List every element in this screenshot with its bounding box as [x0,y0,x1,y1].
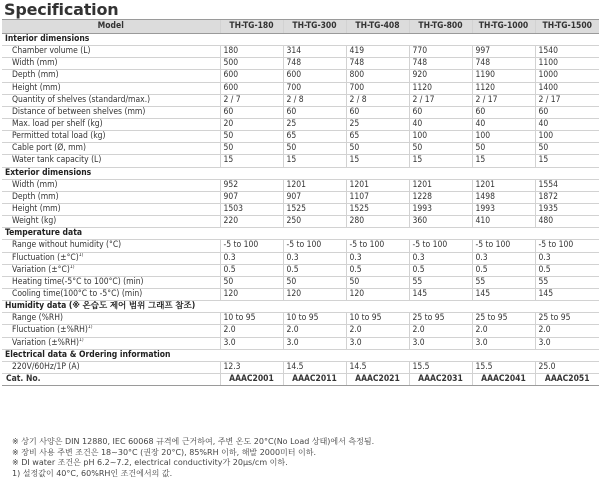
spec-value: 1935 [535,203,599,215]
spec-value: 2 / 7 [220,94,283,106]
spec-value: 748 [346,58,409,70]
spec-value: 0.3 [535,252,599,264]
table-row [2,216,599,228]
spec-value: 952 [220,179,283,191]
spec-value: 3.0 [472,337,535,349]
spec-value: 120 [283,288,346,300]
spec-value: 907 [283,191,346,203]
spec-value: 10 to 95 [220,313,283,325]
spec-value: 100 [472,131,535,143]
row-label-text: Distance of between shelves (mm) [12,106,146,117]
spec-value: 419 [346,46,409,58]
spec-value: 25 to 95 [535,313,599,325]
table-row [2,240,599,252]
spec-value: 0.3 [409,252,472,264]
spec-value: 2 / 8 [283,94,346,106]
row-label [2,361,220,373]
spec-value: 1872 [535,191,599,203]
spec-value: 1503 [220,203,283,215]
spec-value: 1190 [472,70,535,82]
spec-value: 1554 [535,179,599,191]
spec-value: 1540 [535,46,599,58]
spec-value: 3.0 [283,337,346,349]
row-label [2,118,220,130]
row-label [2,288,220,300]
spec-value: 2.0 [220,325,283,337]
spec-value: 1400 [535,82,599,94]
spec-value: -5 to 100 [220,240,283,252]
spec-value: 12.3 [220,361,283,373]
spec-value: 920 [409,70,472,82]
model-name: TH-TG-1000 [472,20,535,34]
spec-value: -5 to 100 [472,240,535,252]
spec-value: -5 to 100 [346,240,409,252]
spec-value: 1201 [346,179,409,191]
table-row [2,70,599,82]
row-label [2,70,220,82]
table-row [2,337,599,349]
spec-value: -5 to 100 [535,240,599,252]
table-row [2,82,599,94]
row-label [2,106,220,118]
spec-value: 50 [283,276,346,288]
spec-value: 20 [220,118,283,130]
row-label-text: Cooling time(100°C to -5°C) (min) [12,289,143,300]
spec-value: 15 [472,155,535,167]
spec-value: 2.0 [535,325,599,337]
row-label [2,82,220,94]
spec-value: 55 [472,276,535,288]
table-row [2,264,599,276]
row-label [2,179,220,191]
row-label-text: Cable port (Ø, mm) [12,143,86,154]
spec-value: 0.3 [346,252,409,264]
spec-value: 997 [472,46,535,58]
spec-value: 600 [220,82,283,94]
spec-value: 15 [409,155,472,167]
spec-value: 65 [283,131,346,143]
row-label-text: Width (mm) [12,58,58,69]
spec-value: 14.5 [346,361,409,373]
model-name: TH-TG-300 [283,20,346,34]
row-label [2,143,220,155]
spec-value: 0.5 [220,264,283,276]
spec-value: 15.5 [409,361,472,373]
spec-value: 60 [283,106,346,118]
spec-value: 800 [346,70,409,82]
table-row [2,252,599,264]
spec-value: 1000 [535,70,599,82]
row-label-text: Depth (mm) [12,70,59,81]
footnote-marker: 1) [69,264,75,270]
row-label [2,337,220,349]
row-label-text: Width (mm) [12,179,58,190]
row-label-text: Water tank capacity (L) [12,155,102,166]
catalog-number: AAAC2021 [346,373,409,385]
spec-value: 600 [283,70,346,82]
spec-value: 748 [283,58,346,70]
table-row [2,94,599,106]
footnote-line: ※ 장비 사용 주변 조건은 18~30°C (권장 20°C), 85%RH 이하, 해발 2000미터 이하. [12,447,317,457]
spec-value: 1993 [472,203,535,215]
table-row [2,325,599,337]
spec-value: 1525 [346,203,409,215]
spec-value: 1498 [472,191,535,203]
row-label-text: Height (mm) [12,204,61,215]
spec-value: 2 / 17 [409,94,472,106]
row-label [2,46,220,58]
catalog-number: AAAC2011 [283,373,346,385]
row-label-text: Range (%RH) [12,313,63,324]
row-label-text: Weight (kg) [12,216,57,227]
section-title: Exterior dimensions [2,167,599,179]
spec-value: 3.0 [346,337,409,349]
table-row [2,313,599,325]
table-row [2,143,599,155]
spec-value: 2 / 17 [535,94,599,106]
spec-value: 500 [220,58,283,70]
row-label [2,252,220,264]
row-label [2,94,220,106]
spec-value: 25 [283,118,346,130]
spec-value: 480 [535,216,599,228]
section-header-row [2,167,599,179]
spec-value: 50 [346,276,409,288]
spec-value: 0.5 [283,264,346,276]
model-name: TH-TG-800 [409,20,472,34]
row-label-text: Fluctuation (±°C) [12,252,79,263]
spec-value: 60 [535,106,599,118]
spec-value: 15 [535,155,599,167]
spec-value: 40 [535,118,599,130]
spec-value: 1201 [283,179,346,191]
spec-value: 100 [409,131,472,143]
spec-value: 145 [535,288,599,300]
spec-value: 50 [220,276,283,288]
catalog-row [2,373,599,385]
table-row [2,155,599,167]
footnote-line: ※ DI water 조건은 pH 6.2~7.2, electrical conductivity가 20μs/cm 이하. [12,458,288,467]
row-label [2,313,220,325]
row-label [2,58,220,70]
table-row [2,276,599,288]
spec-value: 3.0 [220,337,283,349]
spec-value: 700 [283,82,346,94]
spec-value: 40 [409,118,472,130]
row-label-text: Heating time(-5°C to 100°C) (min) [12,276,144,287]
footnote-marker: 1) [79,337,84,343]
spec-value: -5 to 100 [283,240,346,252]
row-label [2,216,220,228]
spec-value: 2.0 [283,325,346,337]
spec-value: 15 [346,155,409,167]
spec-value: 180 [220,46,283,58]
catalog-number: AAAC2051 [535,373,599,385]
table-header-row [2,20,599,34]
spec-value: 25 to 95 [472,313,535,325]
spec-value: 50 [346,143,409,155]
table-row [2,118,599,130]
spec-value: 770 [409,46,472,58]
row-label-text: 220V/60Hz/1P (A) [12,361,80,372]
spec-value: 0.3 [472,252,535,264]
row-label-text: Chamber volume (L) [12,46,91,57]
spec-value: 2.0 [409,325,472,337]
row-label-text: Range without humidity (°C) [12,240,122,251]
spec-value: 100 [535,131,599,143]
footnote-line: ※ 상기 사양은 DIN 12880, IEC 60068 규격에 근거하여, 주변 온도 20°C(No Load 상태)에서 측정됨. [12,437,375,446]
spec-value: 60 [409,106,472,118]
spec-value: 3.0 [409,337,472,349]
footnote-line: 1) 설정값이 40°C, 60%RH인 조건에서의 값. [12,468,173,478]
spec-value: 2.0 [346,325,409,337]
table-row [2,58,599,70]
spec-value: 55 [535,276,599,288]
spec-value: 314 [283,46,346,58]
spec-value: 145 [472,288,535,300]
spec-value: 0.5 [472,264,535,276]
spec-value: 25.0 [535,361,599,373]
spec-value: 50 [220,131,283,143]
spec-value: 220 [220,216,283,228]
spec-table [2,19,599,386]
section-header-row [2,228,599,240]
row-label-text: Variation (±%RH) [12,337,79,348]
spec-value: 360 [409,216,472,228]
spec-value: 120 [346,288,409,300]
row-label [2,131,220,143]
section-header-row [2,349,599,361]
spec-value: 0.5 [535,264,599,276]
spec-value: -5 to 100 [409,240,472,252]
model-header: Model [2,20,220,34]
spec-value: 0.3 [220,252,283,264]
row-label [2,240,220,252]
row-label [2,191,220,203]
section-title: Interior dimensions [2,34,599,46]
row-label [2,276,220,288]
spec-value: 280 [346,216,409,228]
model-name: TH-TG-408 [346,20,409,34]
table-row [2,361,599,373]
spec-value: 2.0 [472,325,535,337]
spec-value: 748 [472,58,535,70]
spec-value: 1107 [346,191,409,203]
spec-value: 50 [220,143,283,155]
spec-value: 120 [220,288,283,300]
spec-value: 700 [346,82,409,94]
spec-value: 0.3 [283,252,346,264]
section-title: Humidity data (※ 온습도 제어 범위 그래프 참조) [2,301,599,313]
catalog-label: Cat. No. [2,373,220,385]
row-label-text: Permitted total load (kg) [12,131,106,142]
spec-value: 10 to 95 [346,313,409,325]
spec-value: 907 [220,191,283,203]
spec-value: 600 [220,70,283,82]
table-row [2,288,599,300]
spec-value: 25 [346,118,409,130]
row-label-text: Max. load per shelf (kg) [12,119,103,130]
spec-value: 0.5 [346,264,409,276]
model-name: TH-TG-180 [220,20,283,34]
spec-value: 1201 [472,179,535,191]
spec-value: 0.5 [409,264,472,276]
catalog-number: AAAC2041 [472,373,535,385]
spec-value: 1201 [409,179,472,191]
spec-value: 2 / 8 [346,94,409,106]
section-header-row [2,34,599,46]
spec-value: 15 [220,155,283,167]
table-row [2,179,599,191]
spec-value: 748 [409,58,472,70]
spec-value: 2 / 17 [472,94,535,106]
spec-value: 55 [409,276,472,288]
table-row [2,106,599,118]
spec-value: 40 [472,118,535,130]
spec-value: 15.5 [472,361,535,373]
spec-value: 1100 [535,58,599,70]
page-title: Specification [4,0,119,19]
catalog-number: AAAC2001 [220,373,283,385]
spec-value: 50 [409,143,472,155]
spec-value: 410 [472,216,535,228]
section-title: Electrical data & Ordering information [2,349,599,361]
footnote-marker: 1) [87,324,93,331]
spec-value: 50 [472,143,535,155]
row-label-text: Variation (±°C) [12,264,70,275]
row-label-text: Depth (mm) [12,191,59,202]
table-row [2,191,599,203]
table-row [2,131,599,143]
spec-value: 10 to 95 [283,313,346,325]
row-label [2,155,220,167]
model-name: TH-TG-1500 [535,20,599,34]
spec-value: 3.0 [535,337,599,349]
spec-value: 60 [472,106,535,118]
spec-value: 15 [283,155,346,167]
spec-value: 60 [220,106,283,118]
spec-value: 1993 [409,203,472,215]
spec-value: 1120 [409,82,472,94]
spec-value: 145 [409,288,472,300]
spec-value: 60 [346,106,409,118]
spec-value: 1120 [472,82,535,94]
spec-value: 1525 [283,203,346,215]
row-label [2,264,220,276]
catalog-number: AAAC2031 [409,373,472,385]
section-header-row [2,301,599,313]
spec-value: 1228 [409,191,472,203]
table-row [2,46,599,58]
row-label [2,203,220,215]
table-row [2,203,599,215]
row-label-text: Height (mm) [12,82,61,93]
spec-value: 50 [283,143,346,155]
row-label [2,325,220,337]
footnotes [12,437,598,479]
spec-value: 25 to 95 [409,313,472,325]
spec-value: 65 [346,131,409,143]
footnote-marker: 1) [78,252,84,258]
section-title: Temperature data [2,228,599,240]
row-label-text: Fluctuation (±%RH) [12,325,88,336]
spec-value: 250 [283,216,346,228]
row-label-text: Quantity of shelves (standard/max.) [12,94,151,105]
spec-value: 14.5 [283,361,346,373]
spec-value: 50 [535,143,599,155]
